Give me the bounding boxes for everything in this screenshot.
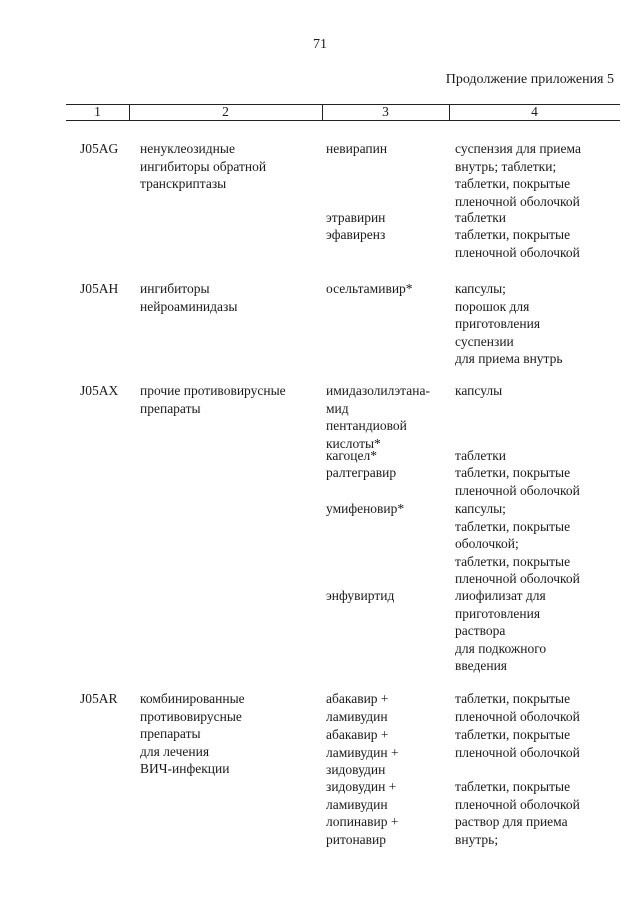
atc-code: J05AG	[80, 141, 119, 156]
column-header-1: 1	[94, 104, 101, 119]
column-header-2: 2	[222, 104, 229, 119]
drug-name: имидазолилэтана- мид пентандиовой кислоты*	[326, 383, 430, 451]
dosage-form: таблетки, покрытые пленочной оболочкой	[455, 465, 580, 498]
atc-code: J05AX	[80, 383, 119, 398]
drug-name: лопинавир + ритонавир	[326, 814, 399, 847]
group-name: ингибиторы нейроаминидазы	[140, 281, 238, 314]
drug-name: умифеновир*	[326, 501, 405, 516]
dosage-form: таблетки, покрытые пленочной оболочкой	[455, 727, 580, 760]
atc-code: J05AH	[80, 281, 119, 296]
drug-name: ралтегравир	[326, 465, 397, 480]
drug-name: зидовудин + ламивудин	[326, 779, 397, 812]
group-name: ненуклеозидные ингибиторы обратной транскриптазы	[140, 141, 267, 192]
drug-name: невирапин	[326, 141, 388, 156]
atc-code: J05AR	[80, 691, 118, 706]
dosage-form: капсулы; таблетки, покрытые оболочкой; таблетки, покрытые пленочной оболочкой	[455, 501, 580, 587]
dosage-form: таблетки	[455, 448, 507, 463]
group-name: комбинированные противовирусные препараты для лечения ВИЧ-инфекции	[140, 691, 245, 777]
drug-name: абакавир + ламивудин + зидовудин	[326, 727, 399, 778]
dosage-form: раствор для приема внутрь;	[455, 814, 568, 847]
drug-name: абакавир + ламивудин	[326, 691, 389, 724]
drug-name: эфавиренз	[326, 227, 386, 242]
dosage-form: таблетки, покрытые пленочной оболочкой	[455, 691, 580, 724]
dosage-form: таблетки, покрытые пленочной оболочкой	[455, 227, 580, 260]
dosage-form: таблетки	[455, 210, 507, 225]
continuation-caption: Продолжение приложения 5	[445, 72, 614, 87]
column-header-4: 4	[531, 104, 538, 119]
drug-name: этравирин	[326, 210, 386, 225]
dosage-form: таблетки, покрытые пленочной оболочкой	[455, 779, 580, 812]
dosage-form: капсулы; порошок для приготовления суспензии для приема внутрь	[455, 281, 563, 367]
dosage-form: лиофилизат для приготовления раствора для подкожного введения	[455, 588, 547, 674]
drug-name: осельтамивир*	[326, 281, 413, 296]
dosage-form: суспензия для приема внутрь; таблетки; таблетки, покрытые пленочной оболочкой	[455, 141, 581, 209]
dosage-form: капсулы	[455, 383, 503, 398]
header-bottom-rule	[66, 120, 620, 121]
group-name: прочие противовирусные препараты	[140, 383, 286, 416]
column-header-3: 3	[382, 104, 389, 119]
drug-name: кагоцел*	[326, 448, 378, 463]
page-number: 71	[313, 37, 327, 52]
drug-name: энфувиртид	[326, 588, 395, 603]
